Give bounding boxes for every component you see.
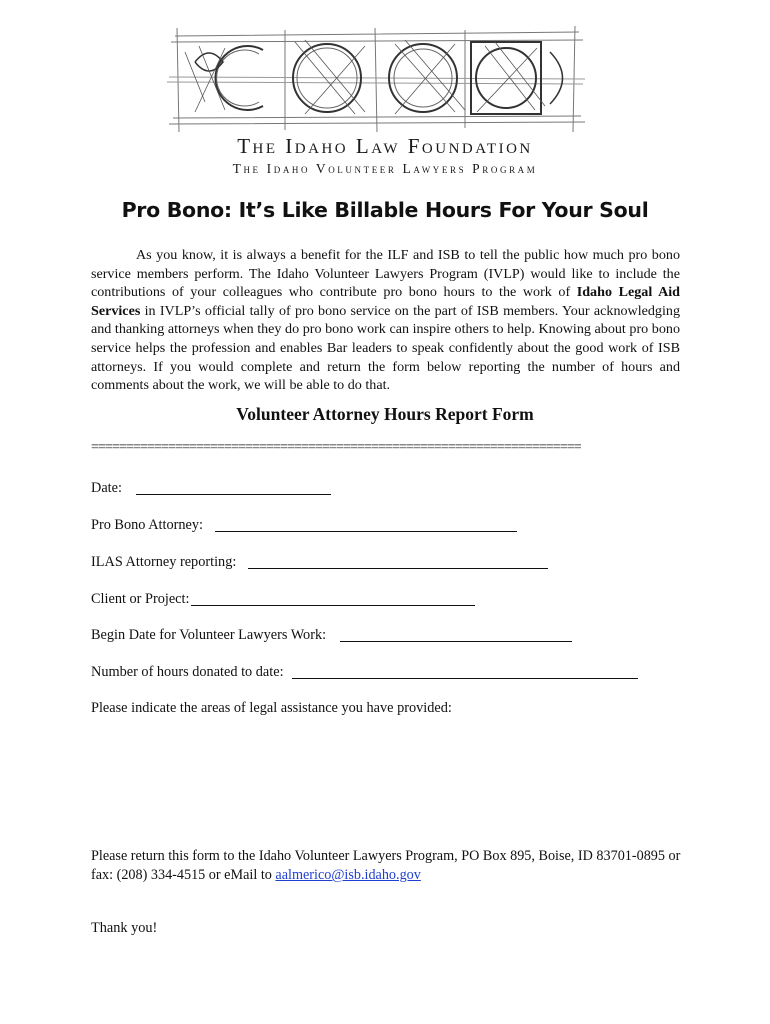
attorney-blank[interactable] xyxy=(215,517,517,532)
hours-field-row xyxy=(91,664,638,681)
headline: Pro Bono: It’s Like Billable Hours For Your Soul xyxy=(121,198,649,222)
intro-text-part2: in IVLP’s official tally of pro bono service on the part of ISB members. Your acknowledging and thanking attorneys when they do pro bono work can inspire others to help. Knowing about pro bono service helps the profession and enables Bar leaders to speak confidently about the good work of ISB attorneys. If you would complete and return the form below reporting the number of hours and comments about the work, we will be able to do that. xyxy=(91,302,680,394)
intro-text-part1: As you know, it is always a benefit for the ILF and ISB to tell the public how much pro bono service members perform. The Idaho Volunteer Lawyers Program (IVLP) would like to include the contributions of your colleagues who contribute pro bono hours to the work of xyxy=(91,247,680,301)
date-blank[interactable] xyxy=(136,480,331,495)
client-blank[interactable] xyxy=(191,591,475,606)
areas-prompt: Please indicate the areas of legal assistance you have provided: xyxy=(91,700,452,716)
hours-blank[interactable] xyxy=(292,664,638,679)
ilas-field-row xyxy=(91,554,548,571)
email-link[interactable]: aalmerico@isb.idaho.gov xyxy=(275,867,421,883)
date-label: Date: xyxy=(91,480,122,496)
ilas-blank[interactable] xyxy=(248,554,548,569)
date-field-row xyxy=(91,480,331,497)
return-text: Please return this form to the Idaho Volunteer Lawyers Program, PO Box 895, Boise, ID 83701-0895 or fax: (208) 334-4515 or eMail to xyxy=(91,848,681,883)
hours-label: Number of hours donated to date: xyxy=(91,664,284,680)
thank-you-text: Thank you! xyxy=(91,920,158,936)
org-title: The Idaho Law Foundation xyxy=(237,134,533,158)
org-subtitle: The Idaho Volunteer Lawyers Program xyxy=(232,161,538,176)
return-instructions xyxy=(91,847,681,885)
client-label: Client or Project: xyxy=(91,591,190,607)
client-field-row xyxy=(91,591,475,608)
attorney-field-row xyxy=(91,517,517,534)
divider-line: ====================================================================== xyxy=(91,440,581,455)
begin-date-field-row xyxy=(91,627,572,644)
intro-bold-org: Idaho Legal Aid Services xyxy=(91,284,680,319)
law-foundation-logo xyxy=(165,22,589,136)
ilas-label: ILAS Attorney reporting: xyxy=(91,554,237,570)
begin-date-label: Begin Date for Volunteer Lawyers Work: xyxy=(91,627,327,643)
begin-date-blank[interactable] xyxy=(340,627,572,642)
form-title: Volunteer Attorney Hours Report Form xyxy=(236,404,534,424)
intro-paragraph xyxy=(91,246,680,395)
attorney-label: Pro Bono Attorney: xyxy=(91,517,203,533)
